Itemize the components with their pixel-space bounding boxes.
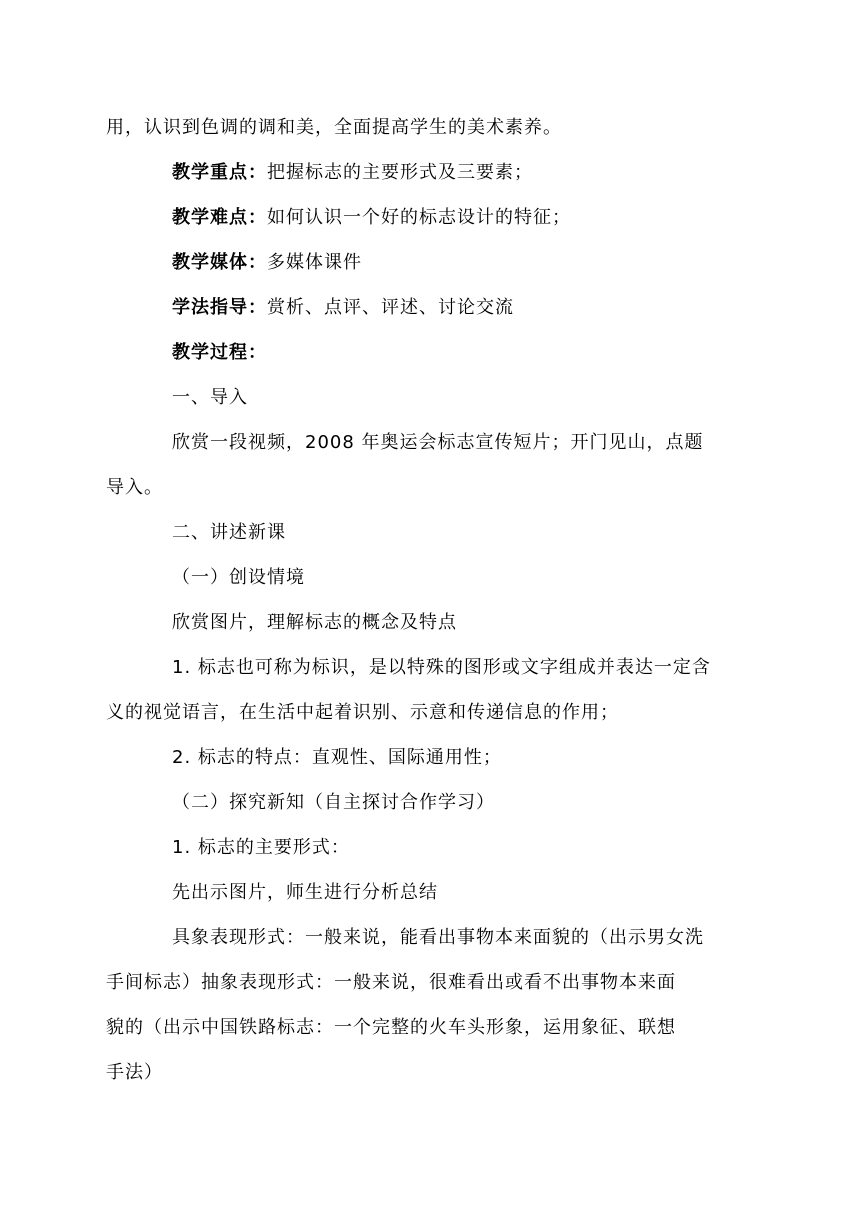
paragraph-line: 1. 标志的主要形式： bbox=[172, 837, 350, 858]
paragraph-line: 具象表现形式：一般来说，能看出事物本来面貌的（出示男女洗 bbox=[172, 927, 704, 948]
process-heading: 教学过程： bbox=[172, 342, 267, 363]
paragraph-line: 手法） bbox=[106, 1062, 163, 1083]
paragraph-line: 1. 标志也可称为标识，是以特殊的图形或文字组成并表达一定含 bbox=[172, 657, 711, 678]
difficulty-label: 教学难点： bbox=[172, 207, 267, 228]
section-heading: 一、导入 bbox=[172, 387, 248, 408]
paragraph-line: 貌的（出示中国铁路标志：一个完整的火车头形象，运用象征、联想 bbox=[106, 1017, 676, 1038]
paragraph-line: 欣赏图片，理解标志的概念及特点 bbox=[172, 612, 457, 633]
difficulty-line bbox=[172, 206, 571, 230]
paragraph-line: 手间标志）抽象表现形式：一般来说，很难看出或看不出事物本来面 bbox=[106, 972, 676, 993]
paragraph-line: 义的视觉语言，在生活中起着识别、示意和传递信息的作用； bbox=[106, 702, 619, 723]
paragraph-line: 2. 标志的特点：直观性、国际通用性； bbox=[172, 747, 502, 768]
section-heading: 二、讲述新课 bbox=[172, 522, 286, 543]
media-line bbox=[172, 251, 362, 275]
subsection-heading: （二）探究新知（自主探讨合作学习） bbox=[172, 792, 495, 813]
method-label: 学法指导： bbox=[172, 297, 267, 318]
key-point-text: 把握标志的主要形式及三要素； bbox=[267, 162, 533, 183]
paragraph-line: 先出示图片，师生进行分析总结 bbox=[172, 882, 438, 903]
subsection-heading: （一）创设情境 bbox=[172, 567, 305, 588]
paragraph-line: 欣赏一段视频，2008 年奥运会标志宣传短片；开门见山，点题 bbox=[172, 432, 704, 453]
difficulty-text: 如何认识一个好的标志设计的特征； bbox=[267, 207, 571, 228]
paragraph-line: 用，认识到色调的调和美，全面提高学生的美术素养。 bbox=[106, 117, 562, 138]
key-point-line bbox=[172, 161, 533, 185]
media-label: 教学媒体： bbox=[172, 252, 267, 273]
paragraph-line: 导入。 bbox=[106, 477, 163, 498]
key-point-label: 教学重点： bbox=[172, 162, 267, 183]
method-line bbox=[172, 296, 514, 320]
media-text: 多媒体课件 bbox=[267, 252, 362, 273]
method-text: 赏析、点评、评述、讨论交流 bbox=[267, 297, 514, 318]
